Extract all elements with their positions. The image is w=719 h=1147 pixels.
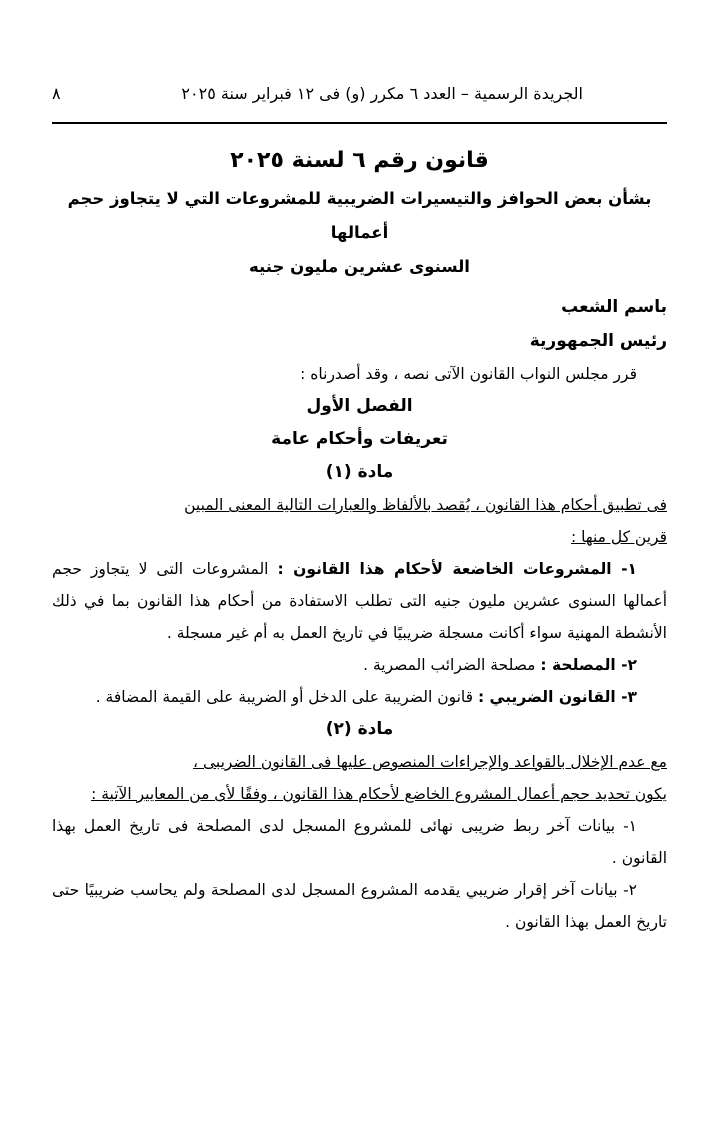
preamble: قرر مجلس النواب القانون الآتى نصه ، وقد أصدرناه : bbox=[300, 365, 637, 383]
law-subtitle-line1: بشأن بعض الحوافز والتيسيرات الضريبية للمشروعات التي لا يتجاوز حجم أعمالها bbox=[67, 189, 652, 242]
page-number: ٨ bbox=[52, 84, 61, 103]
article-2-heading: مادة (٢) bbox=[325, 719, 394, 739]
article-2-item-1: ١- بيانات آخر ربط ضريبى نهائى للمشروع المسجل لدى المصلحة فى تاريخ العمل بهذا القانون . bbox=[52, 817, 667, 867]
article-2-intro-line1: مع عدم الإخلال بالقواعد والإجراءات المنصوص عليها فى القانون الضريبى ، bbox=[193, 753, 667, 771]
article-1-heading: مادة (١) bbox=[325, 462, 394, 482]
article-1-item-3 bbox=[52, 681, 667, 713]
article-1-item-1 bbox=[52, 553, 667, 649]
president-title: رئيس الجمهورية bbox=[529, 331, 667, 351]
article-1-item-1-label: ١- المشروعات الخاضعة لأحكام هذا القانون : bbox=[277, 560, 637, 578]
article-1-intro-line2: قرين كل منها : bbox=[570, 528, 667, 546]
in-name-of-people: باسم الشعب bbox=[561, 297, 667, 317]
law-subtitle-line2: السنوى عشرين مليون جنيه bbox=[249, 257, 470, 276]
law-title: قانون رقم ٦ لسنة ٢٠٢٥ bbox=[230, 148, 489, 173]
document-body bbox=[52, 140, 667, 938]
article-1-intro-line1: فى تطبيق أحكام هذا القانون ، يُقصد بالألفاظ والعبارات التالية المعنى المبين bbox=[184, 496, 667, 514]
article-1-intro bbox=[52, 489, 667, 553]
article-2-intro-line2: يكون تحديد حجم أعمال المشروع الخاضع لأحكام هذا القانون ، وفقًا لأى من المعايير الآتية : bbox=[91, 785, 667, 803]
article-1-item-3-label: ٣- القانون الضريبي : bbox=[477, 688, 637, 706]
article-1-item-2 bbox=[52, 649, 667, 681]
article-1-item-2-label: ٢- المصلحة : bbox=[540, 656, 637, 674]
running-title: الجريدة الرسمية – العدد ٦ مكرر (و) فى ١٢ فبراير سنة ٢٠٢٥ bbox=[181, 84, 583, 103]
page-header bbox=[52, 84, 667, 110]
chapter-subtitle: تعريفات وأحكام عامة bbox=[271, 429, 448, 449]
article-2-item-2: ٢- بيانات آخر إقرار ضريبي يقدمه المشروع المسجل لدى المصلحة ولم يحاسب ضريبيًا حتى تاريخ العمل بهذا القانون . bbox=[52, 881, 667, 931]
article-1-item-2-text: مصلحة الضرائب المصرية . bbox=[363, 656, 541, 674]
chapter-title: الفصل الأول bbox=[306, 396, 413, 416]
article-1-item-3-text: قانون الضريبة على الدخل أو الضريبة على القيمة المضافة . bbox=[95, 688, 478, 706]
header-divider bbox=[52, 122, 667, 124]
article-2-intro bbox=[52, 746, 667, 810]
article-1-item-1-text: المشروعات التى لا يتجاوز حجم أعمالها السنوى عشرين مليون جنيه التى تطلب الاستفادة من أحكام هذا القانون بما في ذلك الأنشطة المهنية سواء أكانت مسجلة ضريبيًا في تاريخ العمل به أم غير مسجلة . bbox=[52, 560, 667, 642]
law-subtitle bbox=[52, 182, 667, 284]
